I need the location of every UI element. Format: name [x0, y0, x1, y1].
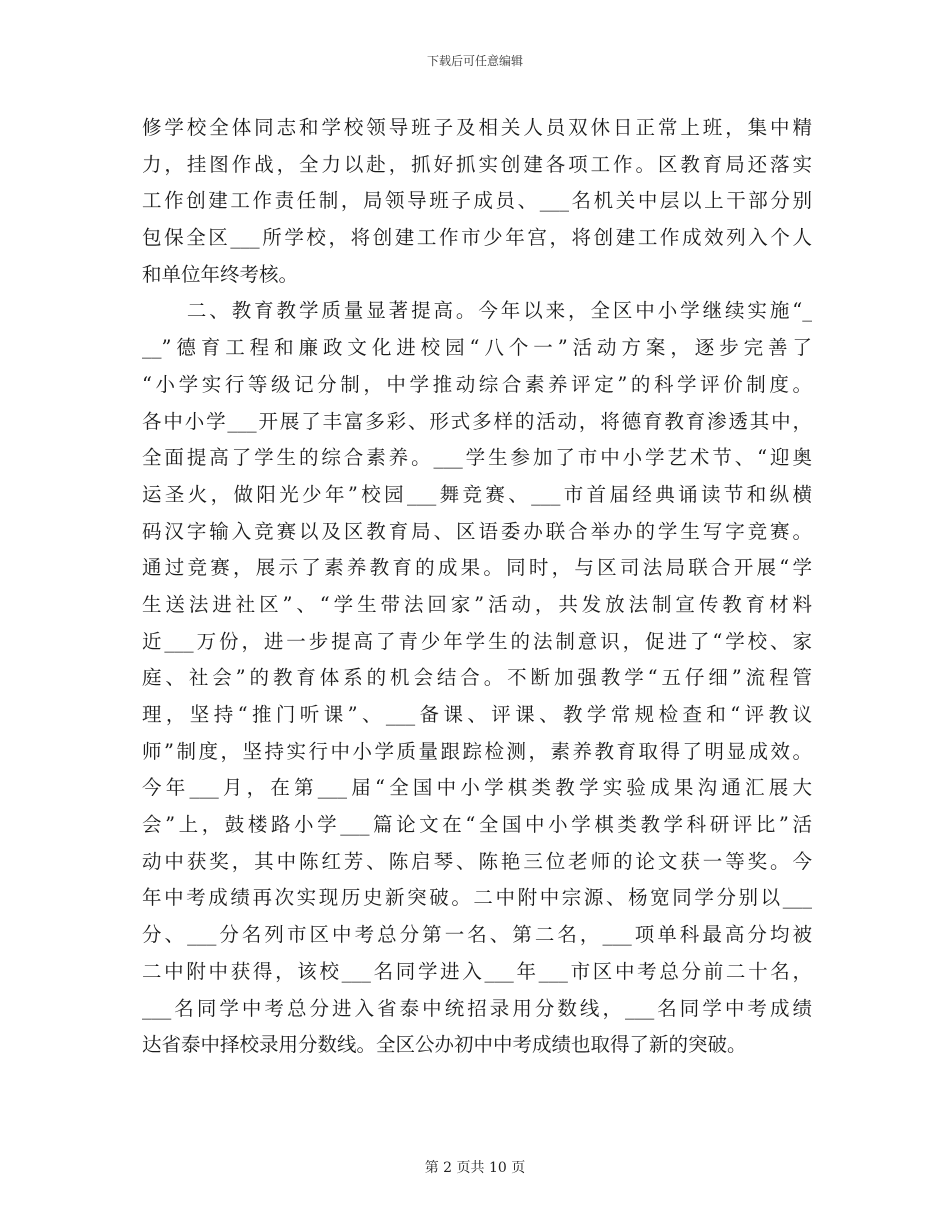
text-line: 各中小学___开展了丰富多彩、形式多样的活动，将德育教育渗透其中， [142, 409, 812, 433]
text-line: 和单位年终考核。 [142, 262, 299, 286]
page-header: 下载后可任意编辑 [426, 54, 523, 68]
text-line: 修学校全体同志和学校领导班子及相关人员双休日正常上班，集中精 [142, 116, 812, 139]
text-line: 力，挂图作战，全力以赴，抓好抓实创建各项工作。区教育局还落实 [142, 152, 812, 176]
text-line: 近___万份，进一步提高了青少年学生的法制意识，促进了“学校、家 [142, 629, 812, 653]
text-line: 庭、社会”的教育体系的机会结合。不断加强教学“五仔细”流程管 [142, 666, 812, 690]
text-line: 今年___月，在第___届“全国中小学棋类教学实验成果沟通汇展大 [142, 776, 812, 800]
text-line: 动中获奖，其中陈红芳、陈启琴、陈艳三位老师的论文获一等奖。今 [142, 849, 812, 873]
text-line: 理，坚持“推门听课”、___备课、评课、教学常规检查和“评教议 [142, 703, 812, 726]
document-body [142, 110, 812, 1064]
text-line: 二中附中获得，该校___名同学进入___年___市区中考总分前二十名， [142, 959, 812, 983]
text-line: 运圣火，做阳光少年”校园___舞竞赛、___市首届经典诵读节和纵横 [142, 482, 812, 506]
text-line: 会”上，鼓楼路小学___篇论文在“全国中小学棋类教学科研评比”活 [142, 813, 812, 837]
paragraph [142, 293, 812, 1063]
paragraph [142, 110, 812, 293]
text-line: 码汉字输入竞赛以及区教育局、区语委办联合举办的学生写字竞赛。 [142, 519, 812, 543]
text-line: 达省泰中择校录用分数线。全区公办初中中考成绩也取得了新的突破。 [142, 1033, 747, 1057]
page-footer: 第 2 页共 10 页 [424, 1160, 526, 1176]
text-line: 二、教育教学质量显著提高。今年以来，全区中小学继续实施“_ [142, 299, 812, 323]
text-line: 全面提高了学生的综合素养。___学生参加了市中小学艺术节、“迎奥 [142, 446, 812, 470]
text-line: 分、___分名列市区中考总分第一名、第二名，___项单科最高分均被 [142, 923, 812, 947]
text-line: 师”制度，坚持实行中小学质量跟踪检测，素养教育取得了明显成效。 [142, 739, 812, 763]
text-line: 包保全区___所学校，将创建工作市少年宫，将创建工作成效列入个人 [142, 226, 812, 250]
text-line: __”德育工程和廉政文化进校园“八个一”活动方案，逐步完善了 [142, 336, 812, 360]
text-line: “小学实行等级记分制，中学推动综合素养评定”的科学评价制度。 [142, 372, 812, 396]
text-line: 生送法进社区”、“学生带法回家”活动，共发放法制宣传教育材料 [142, 592, 812, 616]
text-line: 工作创建工作责任制，局领导班子成员、___名机关中层以上干部分别 [142, 189, 812, 213]
text-line: 通过竞赛，展示了素养教育的成果。同时，与区司法局联合开展“学 [142, 556, 812, 580]
text-line: 年中考成绩再次实现历史新突破。二中附中宗源、杨宽同学分别以___ [142, 886, 812, 910]
text-line: ___名同学中考总分进入省泰中统招录用分数线，___名同学中考成绩 [142, 996, 812, 1020]
